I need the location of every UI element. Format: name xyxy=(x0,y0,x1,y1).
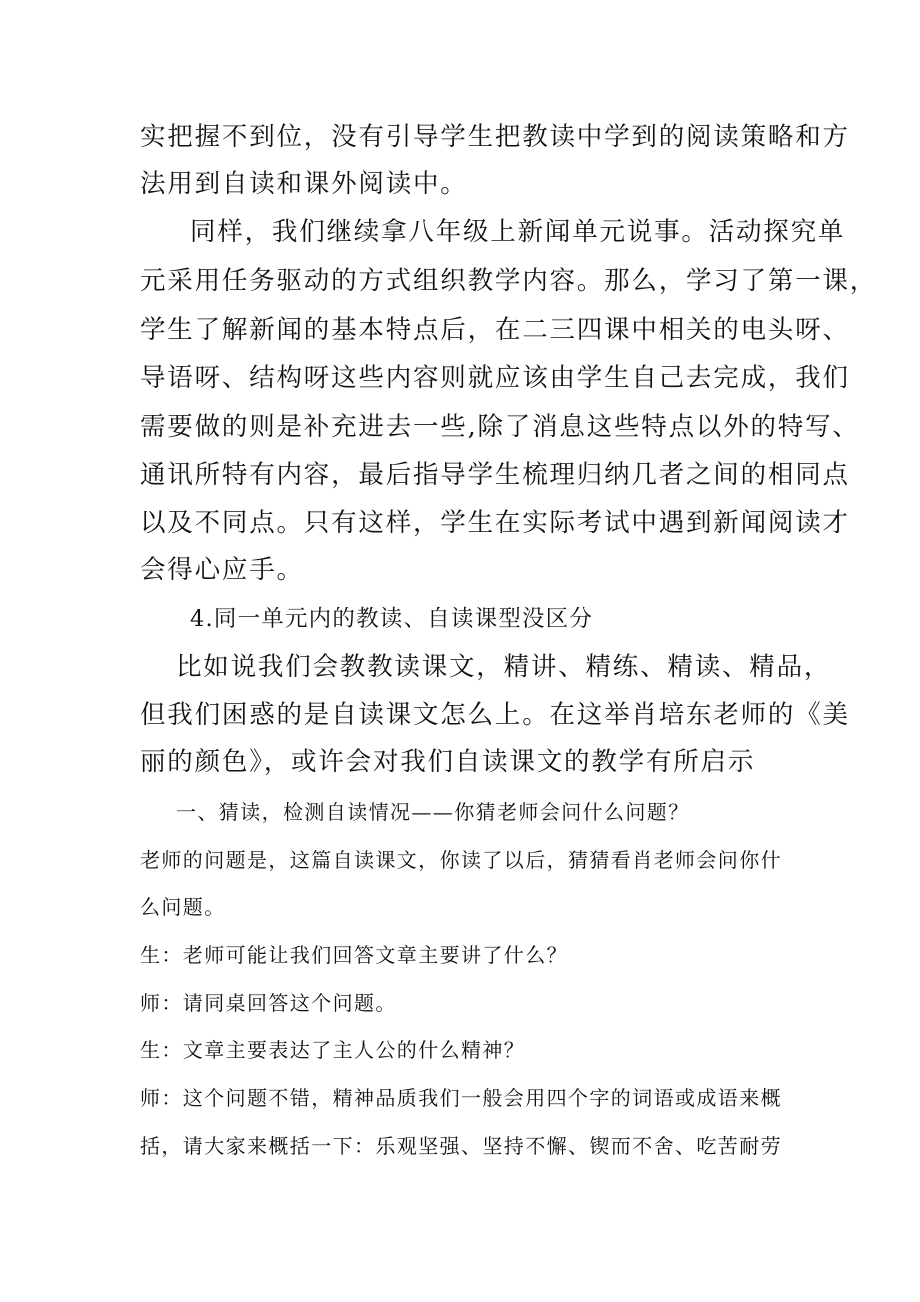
body-text-line: 以及不同点。只有这样，学生在实际考试中遇到新闻阅读才 xyxy=(140,508,850,538)
dialogue-line: 师：请同桌回答这个问题。 xyxy=(140,991,397,1015)
body-text-line: 学生了解新闻的基本特点后，在二三四课中相关的电头呀、 xyxy=(140,315,850,345)
body-text-line: 导语呀、结构呀这些内容则就应该由学生自己去完成，我们 xyxy=(140,363,850,393)
dialogue-line: 生：老师可能让我们回答文章主要讲了什么？ xyxy=(140,943,568,967)
dialogue-line: 老师的问题是，这篇自读课文，你读了以后，猜猜看肖老师会问你什 xyxy=(140,848,782,872)
dialogue-line: 括，请大家来概括一下：乐观坚强、坚持不懈、锲而不舍、吃苦耐劳 xyxy=(140,1134,782,1158)
section-heading: 4.同一单元内的教读、自读课型没区分 xyxy=(190,606,594,632)
body-text-line: 同样，我们继续拿八年级上新闻单元说事。活动探究单 xyxy=(190,217,846,247)
body-text-line: 元采用任务驱动的方式组织教学内容。那么，学习了第一课， xyxy=(140,266,878,296)
body-text-line: 通讯所特有内容，最后指导学生梳理归纳几者之间的相同点 xyxy=(140,460,850,490)
dialogue-line: 生：文章主要表达了主人公的什么精神？ xyxy=(140,1038,526,1062)
body-text-line: 需要做的则是补充进去一些,除了消息这些特点以外的特写、 xyxy=(140,412,860,442)
body-text-line: 法用到自读和课外阅读中。 xyxy=(140,169,468,199)
dialogue-line: 师：这个问题不错，精神品质我们一般会用四个字的词语或成语来概 xyxy=(140,1086,782,1110)
body-text-line: 丽的颜色》，或许会对我们自读课文的教学有所启示 xyxy=(140,747,756,777)
body-text-line: 但我们困惑的是自读课文怎么上。在这举肖培东老师的《美 xyxy=(140,700,850,730)
body-text-line: 比如说我们会教教读课文，精讲、精练、精读、精品， xyxy=(176,652,832,682)
body-text-line: 实把握不到位，没有引导学生把教读中学到的阅读策略和方 xyxy=(140,122,850,152)
body-text-line: 会得心应手。 xyxy=(140,555,304,585)
section-title: 一、猜读，检测自读情况——你猜老师会问什么问题？ xyxy=(176,800,690,824)
dialogue-line: 么问题。 xyxy=(140,895,226,919)
